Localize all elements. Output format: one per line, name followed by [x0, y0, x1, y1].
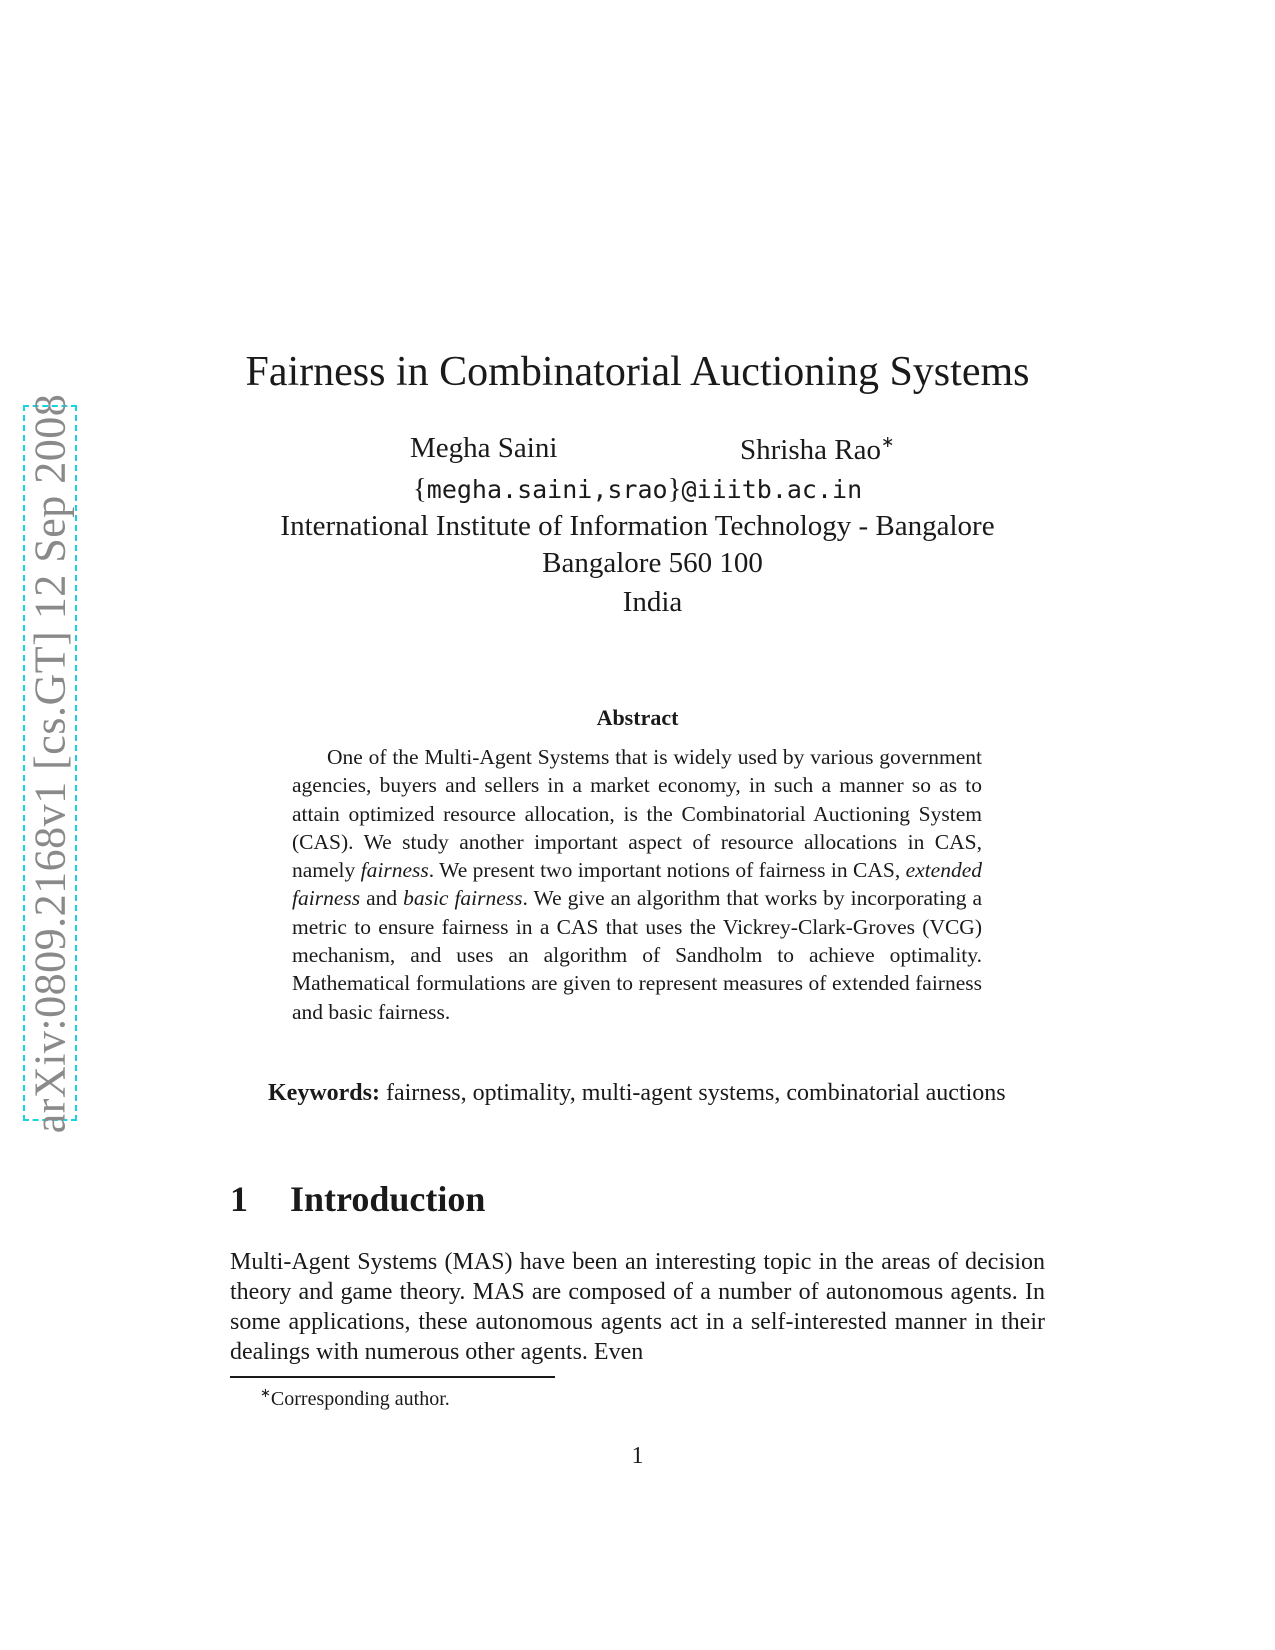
- footnote-mark: ∗: [260, 1385, 271, 1400]
- abstract-emphasis-basic-fairness: basic fairness: [403, 886, 523, 911]
- footnote: [260, 1385, 450, 1411]
- abstract-text-part-4: . We give an algorithm that works by incorporating a metric to ensure fairness in a CAS that uses the Vickrey-Clark-Groves (VCG) mechanism, and uses an algorithm of Sandholm to achieve optimality. Mathematical formulations are given to represent measures of extended fairness and basic fairness.: [292, 886, 982, 1024]
- section-heading: [230, 1178, 485, 1220]
- email-usernames: megha.saini,srao: [426, 475, 668, 504]
- author-1: [410, 432, 557, 465]
- page-number: 1: [631, 1443, 644, 1469]
- email-close-brace: }: [667, 473, 682, 505]
- affiliation-country: India: [622, 586, 683, 618]
- affiliation-institute: International Institute of Information Technology - Bangalore: [280, 510, 995, 542]
- abstract-heading: Abstract: [596, 705, 679, 730]
- footnote-text: Corresponding author.: [270, 1388, 450, 1410]
- abstract-emphasis-fairness: fairness: [360, 858, 429, 883]
- keywords: [230, 1078, 1045, 1108]
- section-number: 1: [230, 1179, 248, 1219]
- abstract-text-part-1: One of the Multi-Agent Systems that is widely used by various government agencies, buyers and sellers in a market economy, in such a manner so as to attain optimized resource allocation, is the Combinatorial Auctioning System (CAS). We study another important aspect of resource allocations in CAS, namely: [292, 745, 982, 883]
- email-open-brace: {: [412, 473, 427, 505]
- introduction-text: Multi-Agent Systems (MAS) have been an interesting topic in the areas of decision theory and game theory. MAS are composed of a number of autonomous agents. In some applications, these autonomous agents act in a self-interested manner in their dealings with numerous other agents. Even: [230, 1249, 1045, 1365]
- footnote-rule: [230, 1376, 555, 1378]
- author-email[interactable]: [0, 473, 1275, 506]
- arxiv-id: arXiv:0809.2168v1 [cs.GT] 12 Sep 2008: [25, 393, 75, 1133]
- abstract-emphasis-extended-fairness: extended fairness: [292, 858, 982, 911]
- author-2: [740, 432, 894, 467]
- affiliation-city: Bangalore 560 100: [542, 547, 763, 579]
- abstract-text-part-3: and: [360, 886, 404, 911]
- author-1-name: Megha Saini: [410, 432, 558, 464]
- paper-title: Fairness in Combinatorial Auctioning Systems: [245, 349, 1030, 395]
- author-2-footnote-mark: ∗: [880, 434, 895, 451]
- abstract-text: [292, 743, 982, 1026]
- author-2-name: Shrisha Rao: [740, 434, 881, 466]
- keywords-list: fairness, optimality, multi-agent systems, combinatorial auctions: [379, 1080, 1006, 1106]
- section-title: Introduction: [290, 1179, 486, 1219]
- keywords-label: Keywords:: [268, 1080, 380, 1106]
- email-domain: @iiitb.ac.in: [681, 475, 863, 504]
- abstract-text-part-2: . We present two important notions of fairness in CAS,: [428, 858, 906, 883]
